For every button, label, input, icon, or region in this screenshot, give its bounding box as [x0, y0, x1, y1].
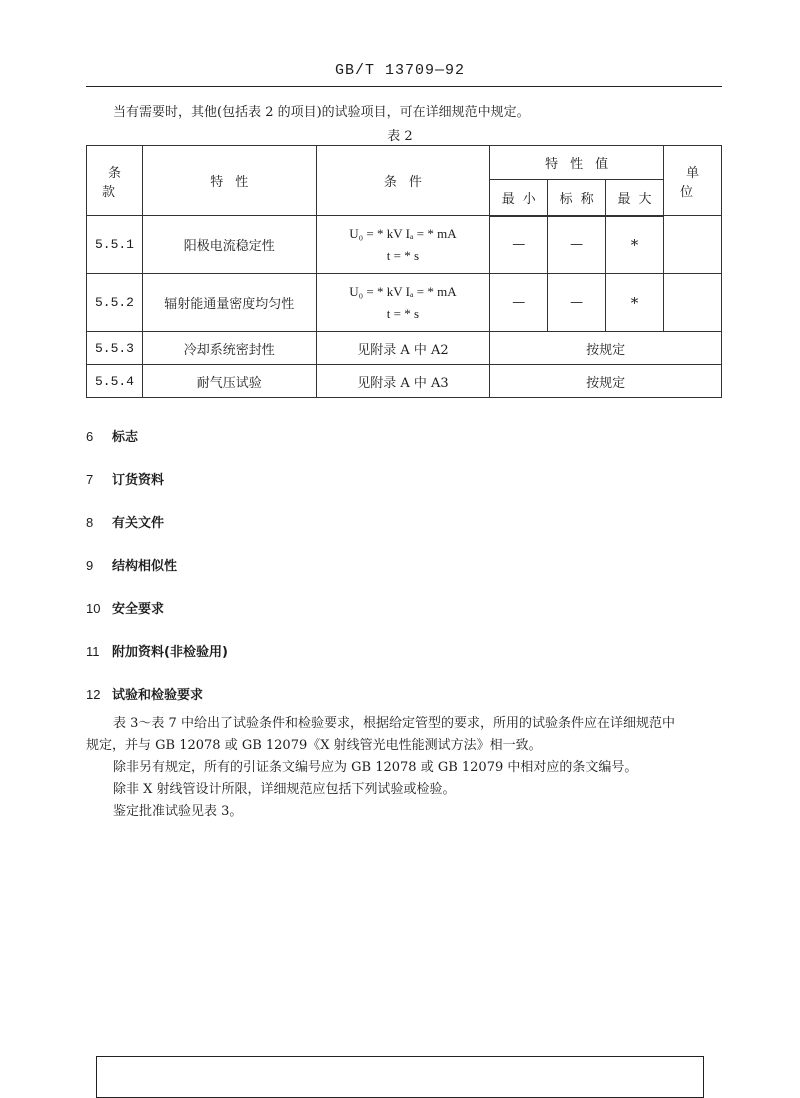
- section-number: 6: [86, 429, 94, 444]
- header-unit: 单位: [664, 146, 722, 216]
- header-value-group: 特性值: [490, 146, 664, 180]
- section-heading: [86, 512, 164, 531]
- row-unit: [664, 216, 722, 274]
- intro-text: 当有需要时，其他(包括表 2 的项目)的试验项目，可在详细规范中规定。: [113, 105, 530, 120]
- section-title: 试验和检验要求: [112, 688, 204, 703]
- condition-line: U₀ = * kV Iₐ = * mA: [349, 283, 457, 299]
- section-number: 8: [86, 515, 94, 530]
- table-row: [87, 332, 722, 365]
- section-title: 附加资料(非检验用): [112, 645, 228, 660]
- row-condition: [316, 216, 490, 274]
- row-nominal: —: [548, 216, 606, 274]
- paragraph: 除非 X 射线管设计所限，详细规范应包括下列试验或检验。: [113, 782, 456, 797]
- row-characteristic: 耐气压试验: [142, 365, 316, 398]
- section-number: 12: [86, 687, 101, 702]
- section-number: 7: [86, 472, 94, 487]
- condition-line: t = * s: [386, 247, 420, 263]
- row-max: *: [606, 274, 664, 332]
- section-number: 10: [86, 601, 101, 616]
- condition-line: t = * s: [386, 305, 420, 321]
- section-title: 标志: [112, 430, 139, 445]
- header-condition: 条件: [316, 146, 490, 216]
- paragraph: 鉴定批准试验见表 3。: [113, 804, 243, 819]
- table-header-row: [87, 146, 722, 180]
- row-characteristic: 阳极电流稳定性: [142, 216, 316, 274]
- paragraph: 规定，并与 GB 12078 或 GB 12079《X 射线管光电性能测试方法》相一致。: [86, 738, 542, 753]
- section-title: 订货资料: [112, 473, 165, 488]
- row-clause: 5.5.2: [87, 274, 143, 332]
- section-heading: [86, 469, 164, 488]
- row-clause: 5.5.1: [87, 216, 143, 274]
- section-number: 11: [86, 644, 100, 659]
- section-heading: [86, 598, 164, 617]
- section-number: 9: [86, 558, 94, 573]
- row-characteristic: 辐射能通量密度均匀性: [142, 274, 316, 332]
- section-title: 有关文件: [112, 516, 165, 531]
- row-max: *: [606, 216, 664, 274]
- header-clause: 条款: [87, 146, 143, 216]
- row-min: —: [490, 216, 548, 274]
- standard-code-header: GB/T 13709—92: [334, 62, 466, 79]
- table-row: [87, 216, 722, 274]
- header-characteristic: 特性: [142, 146, 316, 216]
- bottom-frame: [96, 1056, 704, 1098]
- paragraph: 表 3～表 7 中给出了试验条件和检验要求，根据给定管型的要求，所用的试验条件应在详细规范中: [113, 716, 675, 731]
- row-clause: 5.5.3: [87, 332, 143, 365]
- row-characteristic: 冷却系统密封性: [142, 332, 316, 365]
- row-value: 按规定: [490, 332, 722, 365]
- row-condition: 见附录 A 中 A2: [316, 332, 490, 365]
- paragraph: 除非另有规定，所有的引证条文编号应为 GB 12078 或 GB 12079 中相对应的条文编号。: [113, 760, 638, 775]
- condition-line: U₀ = * kV Iₐ = * mA: [349, 225, 457, 241]
- header-rule: [86, 86, 722, 87]
- table-row: [87, 274, 722, 332]
- row-condition: [316, 274, 490, 332]
- header-nominal: 标称: [548, 180, 606, 216]
- section-heading: [86, 426, 138, 445]
- section-title: 结构相似性: [112, 559, 178, 574]
- header-min: 最小: [490, 180, 548, 216]
- row-nominal: —: [548, 274, 606, 332]
- row-min: —: [490, 274, 548, 332]
- section-heading: [86, 641, 228, 660]
- row-unit: [664, 274, 722, 332]
- section-heading: [86, 555, 177, 574]
- header-max: 最大: [606, 180, 664, 216]
- characteristics-table: [86, 145, 722, 398]
- table-row: [87, 365, 722, 398]
- row-clause: 5.5.4: [87, 365, 143, 398]
- row-condition: 见附录 A 中 A3: [316, 365, 490, 398]
- row-value: 按规定: [490, 365, 722, 398]
- section-title: 安全要求: [112, 602, 165, 617]
- table-caption: 表 2: [387, 129, 413, 144]
- section-heading: [86, 684, 203, 703]
